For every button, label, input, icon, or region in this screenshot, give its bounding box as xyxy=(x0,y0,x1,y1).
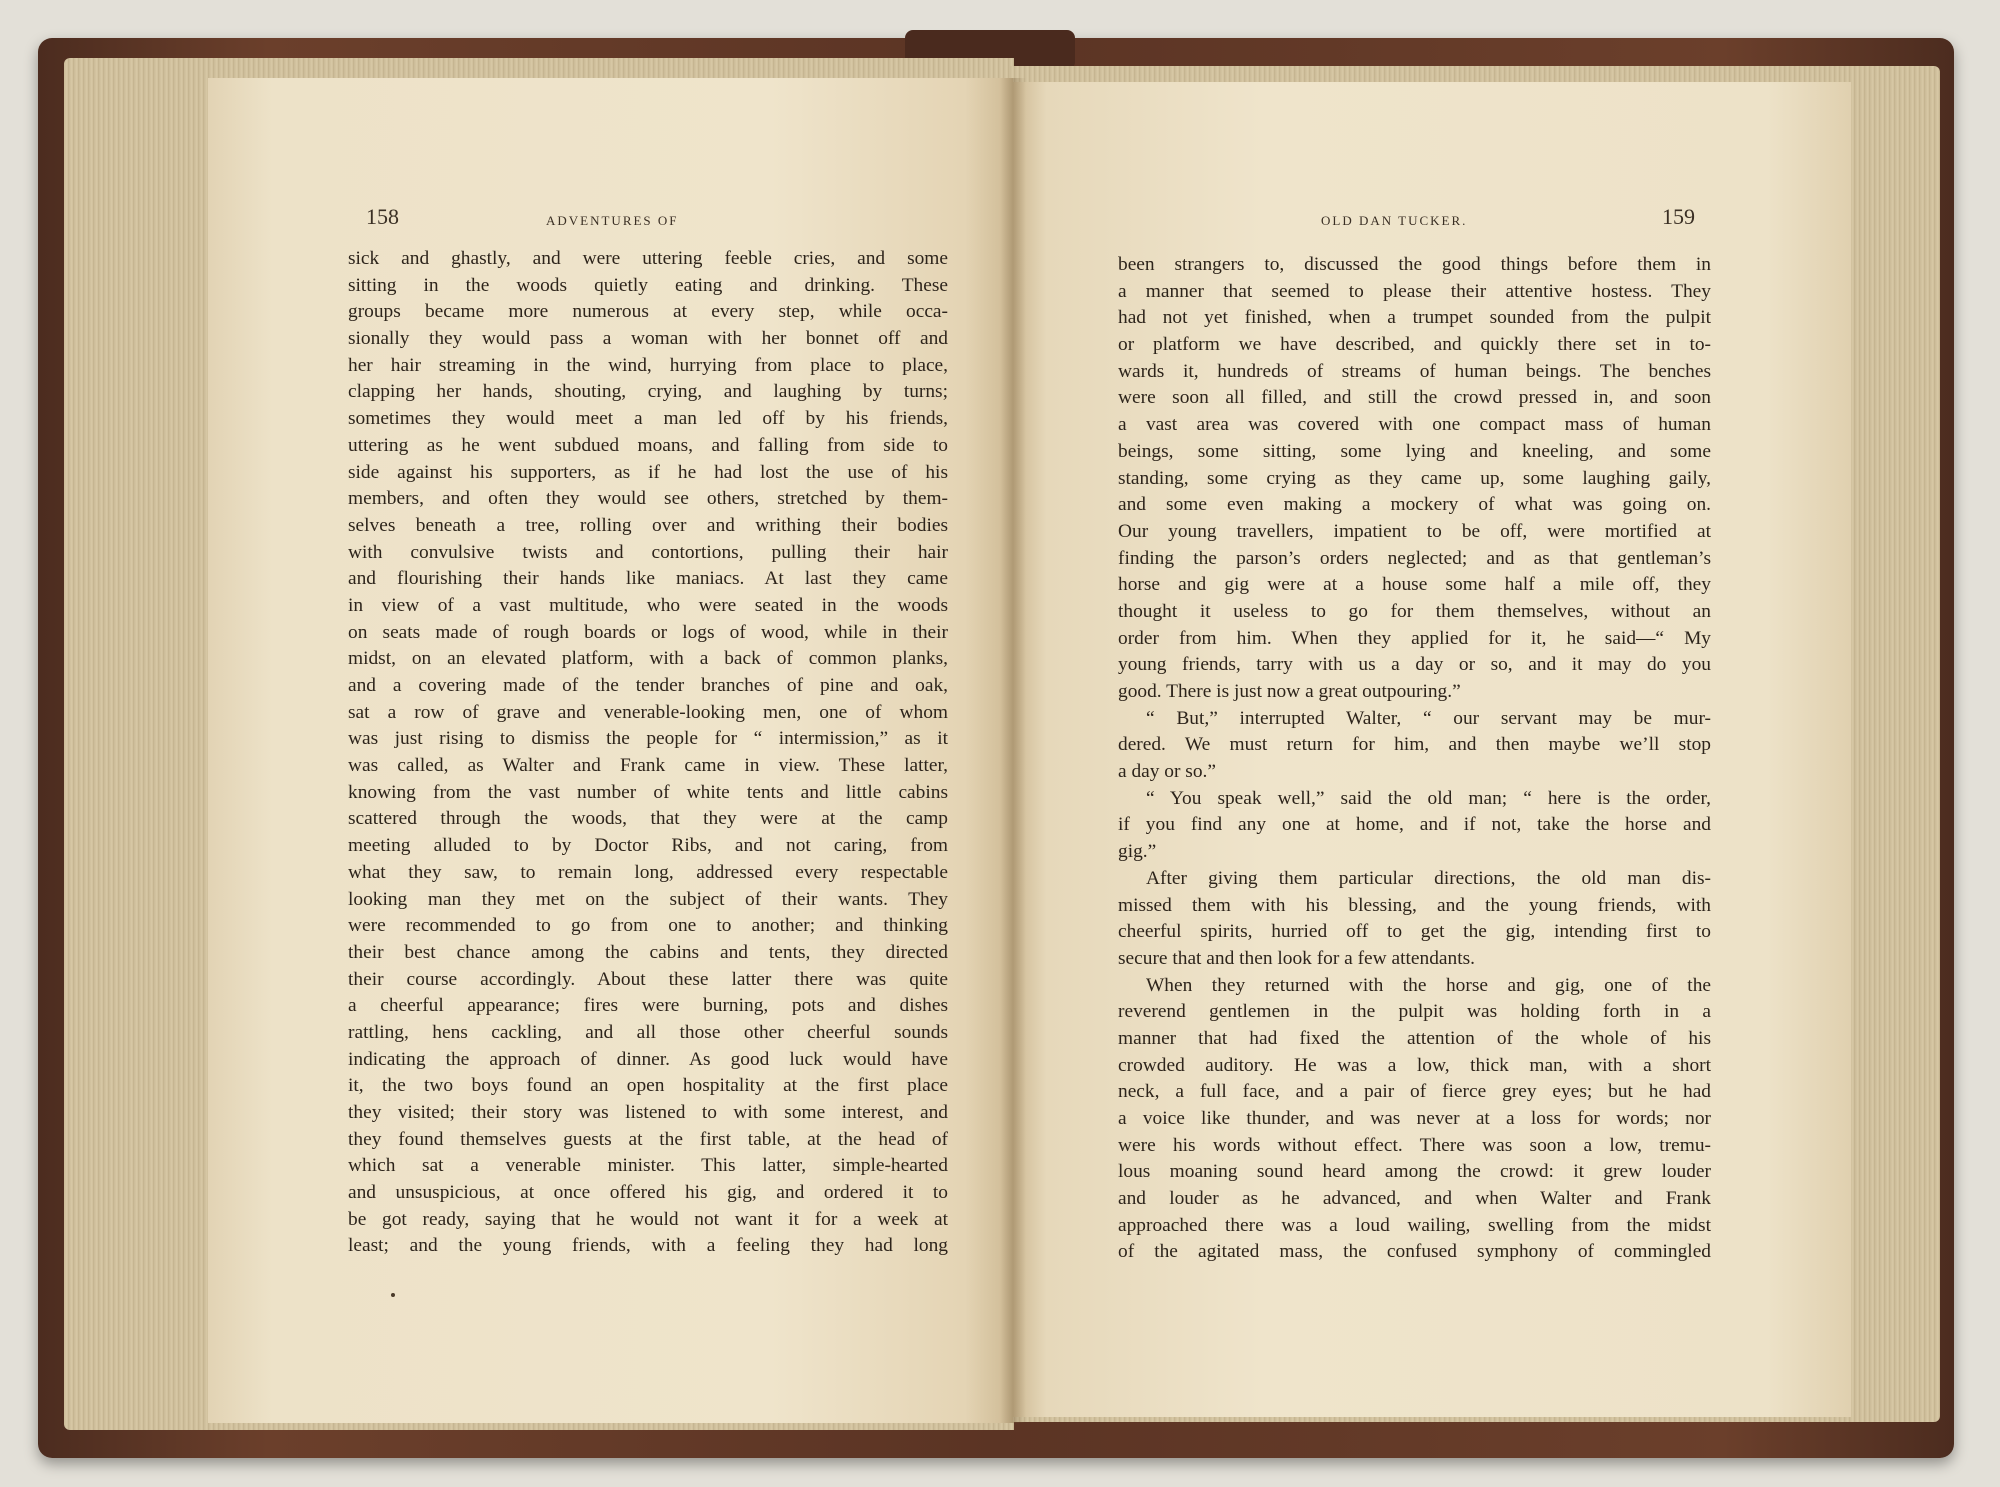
left-page xyxy=(208,78,1013,1423)
text-line: lous moaning sound heard among the crowd: it grew louder xyxy=(1118,1161,1711,1183)
text-line: meeting alluded to by Doctor Ribs, and not caring, from xyxy=(348,835,948,857)
text-line: midst, on an elevated platform, with a back of common planks, xyxy=(348,648,948,670)
text-line: uttering as he went subdued moans, and falling from side to xyxy=(348,434,948,456)
text-line: they visited; their story was listened to with some interest, and xyxy=(348,1102,948,1123)
text-line: groups became more numerous at every step, while occa- xyxy=(348,301,948,323)
right-page-header xyxy=(1013,204,1851,244)
text-line: approached there was a loud wailing, swelling from the midst xyxy=(1118,1214,1711,1236)
text-line: selves beneath a tree, rolling over and writhing their bodies xyxy=(348,514,948,536)
text-line: reverend gentlemen in the pulpit was holding forth in a xyxy=(1118,1001,1711,1023)
right-page-text xyxy=(1118,252,1711,1266)
text-line: crowded auditory. He was a low, thick man, with a short xyxy=(1118,1054,1711,1076)
text-line: a voice like thunder, and was never at a loss for words; nor xyxy=(1118,1108,1711,1129)
text-line: had not yet finished, when a trumpet sounded from the pulpit xyxy=(1118,307,1711,329)
right-running-head: OLD DAN TUCKER. xyxy=(1321,213,1468,228)
text-line: secure that and then look for a few attendants. xyxy=(1118,947,1475,969)
text-line: sometimes they would meet a man led off by his friends, xyxy=(348,408,948,430)
text-line: in view of a vast multitude, who were seated in the woods xyxy=(348,594,948,616)
text-line: their best chance among the cabins and tents, they directed xyxy=(348,941,948,963)
text-line: been strangers to, discussed the good things before them in xyxy=(1118,254,1711,275)
right-page-number: 159 xyxy=(1662,204,1695,229)
text-line: horse and gig were at a house some half a mile off, they xyxy=(1118,574,1711,596)
text-line: sionally they would pass a woman with her bonnet off and xyxy=(348,328,948,350)
left-page-text xyxy=(348,246,948,1260)
text-line: and unsuspicious, at once offered his gig, and ordered it to xyxy=(348,1182,948,1204)
text-line: a manner that seemed to please their attentive hostess. They xyxy=(1118,280,1711,302)
text-line: a day or so.” xyxy=(1118,761,1216,783)
left-page-header xyxy=(208,204,1013,244)
left-page-number: 158 xyxy=(366,204,399,229)
text-line: if you find any one at home, and if not, take the horse and xyxy=(1118,814,1711,836)
text-line: were soon all filled, and still the crowd pressed in, and soon xyxy=(1118,387,1711,409)
text-line: missed them with his blessing, and the young friends, with xyxy=(1118,894,1711,916)
text-line: were his words without effect. There was soon a low, tremu- xyxy=(1118,1134,1711,1156)
text-line: on seats made of rough boards or logs of wood, while in their xyxy=(348,621,948,643)
text-line: order from him. When they applied for it, he said—“ My xyxy=(1118,627,1711,649)
printing-mark xyxy=(391,1293,395,1297)
right-page xyxy=(1013,82,1851,1417)
text-line: After giving them particular directions, the old man dis- xyxy=(1146,867,1711,889)
text-line: members, and often they would see others, stretched by them- xyxy=(348,488,948,510)
text-line: scattered through the woods, that they were at the camp xyxy=(348,808,948,830)
text-line: cheerful spirits, hurried off to get the gig, intending first to xyxy=(1118,921,1711,943)
text-line: beings, some sitting, some lying and kneeling, and some xyxy=(1118,440,1711,462)
left-running-head: ADVENTURES OF xyxy=(546,213,679,228)
text-line: looking man they met on the subject of their wants. They xyxy=(348,888,948,910)
text-line: their course accordingly. About these latter there was quite xyxy=(348,968,948,990)
text-line: and flourishing their hands like maniacs. At last they came xyxy=(348,568,948,590)
text-line: dered. We must return for him, and then maybe we’ll stop xyxy=(1118,734,1711,756)
text-line: and a covering made of the tender branches of pine and oak, xyxy=(348,675,948,696)
text-line: it, the two boys found an open hospitality at the first place xyxy=(348,1075,948,1097)
text-line: standing, some crying as they came up, some laughing gaily, xyxy=(1118,467,1711,489)
text-line: wards it, hundreds of streams of human beings. The benches xyxy=(1118,360,1711,382)
text-line: with convulsive twists and contortions, pulling their hair xyxy=(348,541,948,563)
text-line: be got ready, saying that he would not want it for a week at xyxy=(348,1208,948,1230)
text-line: finding the parson’s orders neglected; and as that gentleman’s xyxy=(1118,547,1711,569)
text-line: which sat a venerable minister. This latter, simple-hearted xyxy=(348,1155,948,1177)
text-line: sick and ghastly, and were uttering feeble cries, and some xyxy=(348,248,948,269)
text-line: her hair streaming in the wind, hurrying from place to place, xyxy=(348,354,948,376)
text-line: “ But,” interrupted Walter, “ our servant may be mur- xyxy=(1146,707,1711,729)
text-line: side against his supporters, as if he had lost the use of his xyxy=(348,461,948,483)
text-line: Our young travellers, impatient to be off, were mortified at xyxy=(1118,520,1711,542)
text-line: knowing from the vast number of white tents and little cabins xyxy=(348,781,948,803)
text-line: sitting in the woods quietly eating and drinking. These xyxy=(348,274,948,296)
text-line: gig.” xyxy=(1118,841,1157,863)
text-line: of the agitated mass, the confused symphony of commingled xyxy=(1118,1241,1711,1263)
text-line: what they saw, to remain long, addressed every respectable xyxy=(348,861,948,883)
text-line: rattling, hens cackling, and all those other cheerful sounds xyxy=(348,1021,948,1043)
text-line: or platform we have described, and quickly there set in to- xyxy=(1118,334,1711,356)
text-line: clapping her hands, shouting, crying, and laughing by turns; xyxy=(348,381,948,403)
text-line: “ You speak well,” said the old man; “ here is the order, xyxy=(1146,787,1711,809)
text-line: thought it useless to go for them themselves, without an xyxy=(1118,600,1711,622)
text-line: and louder as he advanced, and when Walter and Frank xyxy=(1118,1188,1711,1210)
text-line: were recommended to go from one to another; and thinking xyxy=(348,915,948,937)
text-line: neck, a full face, and a pair of fierce grey eyes; but he had xyxy=(1118,1081,1711,1103)
text-line: was called, as Walter and Frank came in view. These latter, xyxy=(348,755,948,777)
text-line: and some even making a mockery of what was going on. xyxy=(1118,494,1711,516)
text-line: they found themselves guests at the first table, at the head of xyxy=(348,1128,948,1150)
text-line: a cheerful appearance; fires were burning, pots and dishes xyxy=(348,995,948,1017)
book-gutter xyxy=(1000,78,1026,1423)
text-line: indicating the approach of dinner. As good luck would have xyxy=(348,1048,948,1070)
text-line: young friends, tarry with us a day or so, and it may do you xyxy=(1118,654,1711,676)
text-line: was just rising to dismiss the people for “ intermission,” as it xyxy=(348,728,948,750)
text-line: manner that had fixed the attention of the whole of his xyxy=(1118,1027,1711,1049)
text-line: sat a row of grave and venerable-looking men, one of whom xyxy=(348,701,948,723)
text-line: good. There is just now a great outpouring.” xyxy=(1118,681,1461,702)
text-line: When they returned with the horse and gig, one of the xyxy=(1146,974,1711,996)
text-line: least; and the young friends, with a feeling they had long xyxy=(348,1235,948,1257)
text-line: a vast area was covered with one compact mass of human xyxy=(1118,414,1711,436)
